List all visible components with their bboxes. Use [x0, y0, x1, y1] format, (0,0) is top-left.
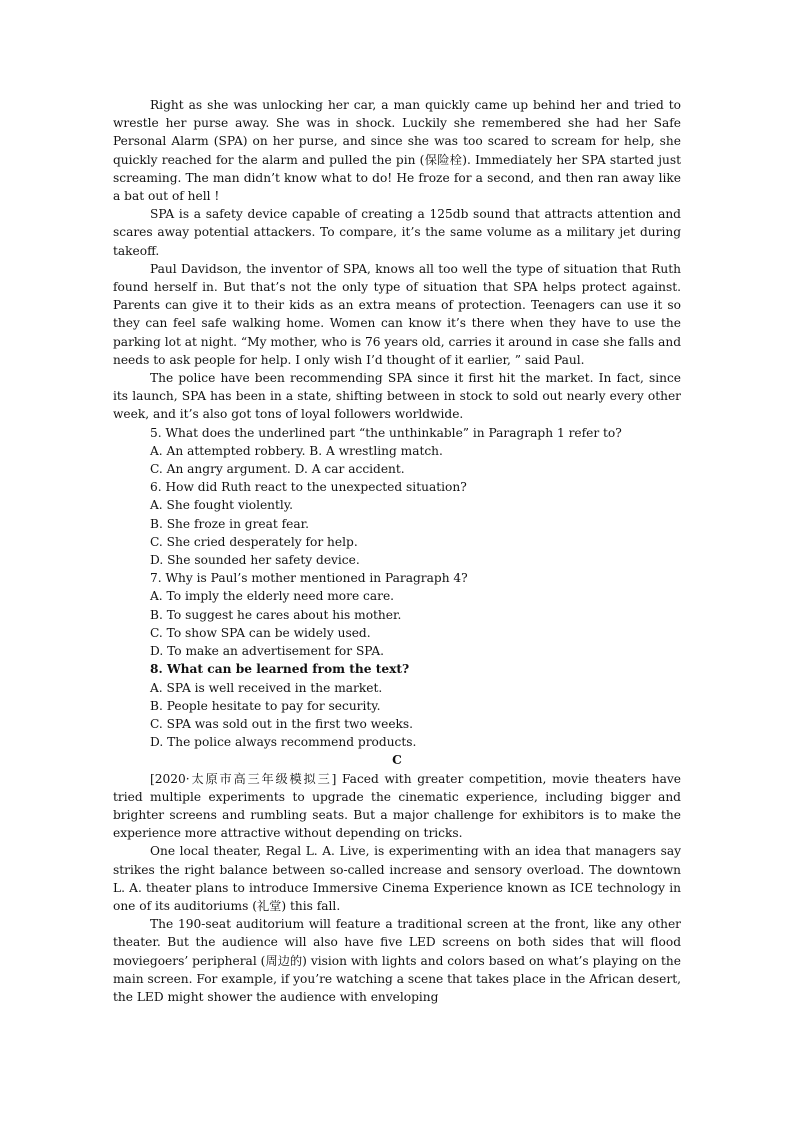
- passage-c-paragraph-1: [113, 770, 681, 843]
- passage-b-paragraph-1: Right as she was unlocking her car, a man quickly came up behind her and tried to wrestle her purse away. She was in shock. Luckily she remembered she had her Safe Personal Alarm (SPA) on her purse, and since she was too scared to scream for help, she quickly reached for the alarm and pulled the pin (保险栓). Immediately her SPA started just screaming. The man didn’t know what to do! He froze for a second, and then ran away like a bat out of hell !: [113, 98, 681, 204]
- question-7-option-c: C. To show SPA can be widely used.: [150, 625, 371, 640]
- question-5-stem: 5. What does the underlined part “the unthinkable” in Paragraph 1 refer to?: [150, 425, 622, 440]
- question-5-options-cd: C. An angry argument. D. A car accident.: [150, 462, 405, 477]
- question-8-option-a: A. SPA is well received in the market.: [150, 680, 383, 695]
- question-7-stem: 7. Why is Paul’s mother mentioned in Paragraph 4?: [150, 571, 468, 586]
- question-6-option-c: C. She cried desperately for help.: [150, 534, 358, 549]
- question-8-option-c: C. SPA was sold out in the first two weeks.: [150, 716, 414, 731]
- section-c-heading: C: [392, 753, 402, 768]
- question-7-option-d: D. To make an advertisement for SPA.: [150, 644, 385, 659]
- question-6-stem: 6. How did Ruth react to the unexpected situation?: [150, 480, 467, 495]
- passage-b-paragraph-2: SPA is a safety device capable of creating a 125db sound that attracts attention and scares away potential attackers. To compare, it’s the same volume as a military jet during takeoff.: [113, 207, 681, 258]
- passage-c-source: [2020·太原市高三年级模拟三]: [150, 771, 337, 786]
- question-7-option-a: A. To imply the elderly need more care.: [150, 589, 395, 604]
- passage-c-paragraph-3: The 190-seat auditorium will feature a traditional screen at the front, like any other theater. But the audience will also have five LED screens on both sides that will flood moviegoers’ peripheral (周边的) vision with lights and colors based on what’s playing on the main screen. For example, if you’re watching a scene that takes place in the African desert, the LED might shower the audience with enveloping: [113, 917, 681, 1004]
- question-5-options-ab: A. An attempted robbery. B. A wrestling match.: [150, 443, 443, 458]
- question-8-option-b: B. People hesitate to pay for security.: [150, 698, 381, 713]
- question-6-option-b: B. She froze in great fear.: [150, 516, 310, 531]
- document-page: [113, 96, 681, 1006]
- question-6-option-a: A. She fought violently.: [150, 498, 293, 513]
- passage-c-paragraph-1-text: Faced with greater competition, movie theaters have tried multiple experiments to upgrade the cinematic experience, including bigger and brighter screens and rumbling seats. But a major challenge for exhibitors is to make the experience more attractive without depending on tricks.: [113, 771, 681, 841]
- question-8-option-d: D. The police always recommend products.: [150, 735, 417, 750]
- passage-b-paragraph-4: The police have been recommending SPA since it first hit the market. In fact, since its launch, SPA has been in a state, shifting between in stock to sold out nearly every other week, and it’s also got tons of loyal followers worldwide.: [113, 371, 681, 422]
- passage-b-paragraph-3: Paul Davidson, the inventor of SPA, knows all too well the type of situation that Ruth found herself in. But that’s not the only type of situation that SPA helps protect against. Parents can give it to their kids as an extra means of protection. Teenagers can use it so they can feel safe walking home. Women can know it’s there when they have to use the parking lot at night. “My mother, who is 76 years old, carries it around in case she falls and needs to ask people for help. I only wish I’d thought of it earlier, ” said Paul.: [113, 261, 681, 367]
- passage-c-paragraph-2: One local theater, Regal L. A. Live, is experimenting with an idea that managers say strikes the right balance between so-called increase and sensory overload. The downtown L. A. theater plans to introduce Immersive Cinema Experience known as ICE technology in one of its auditoriums (礼堂) this fall.: [113, 844, 681, 913]
- question-6-option-d: D. She sounded her safety device.: [150, 553, 360, 568]
- question-8-stem: 8. What can be learned from the text?: [150, 662, 410, 677]
- question-7-option-b: B. To suggest he cares about his mother.: [150, 607, 402, 622]
